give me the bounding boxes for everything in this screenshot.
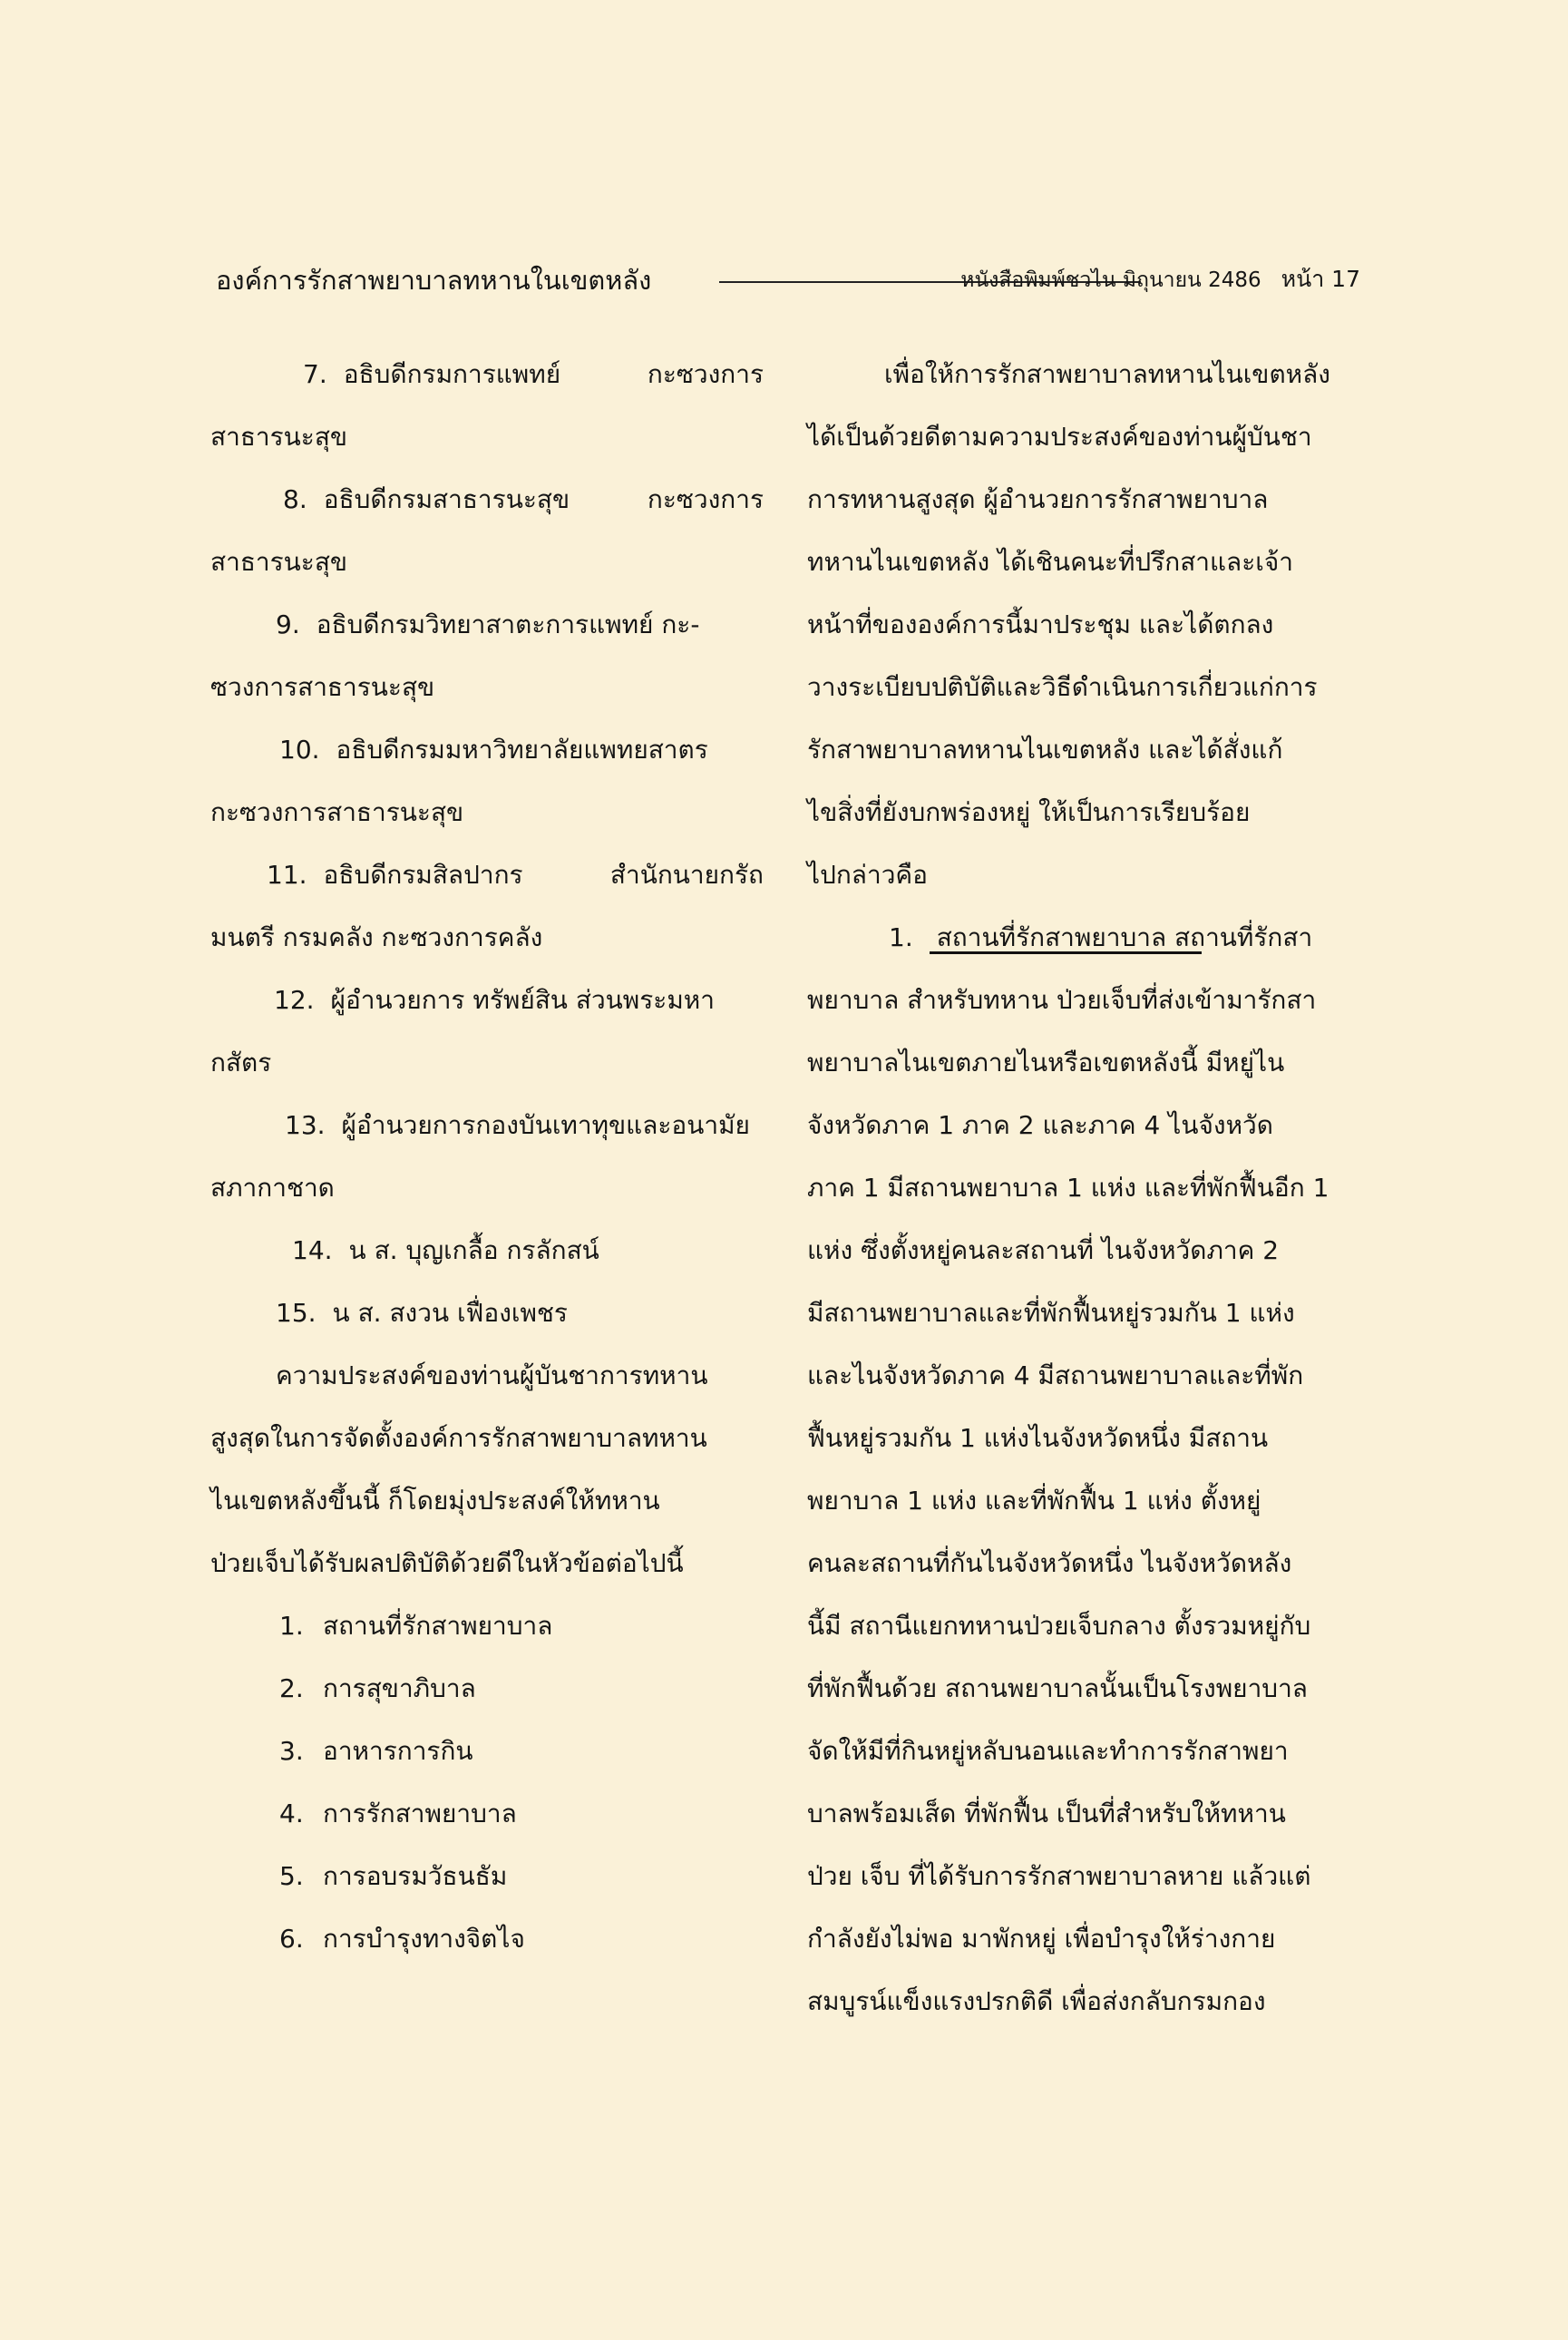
- section-line: พยาบาล สำหรับทหาน ป่วยเจ็บที่ส่งเข้ามารักสา: [807, 985, 1317, 1015]
- member-entry: [210, 1094, 764, 1156]
- member-line: [210, 718, 764, 781]
- topic-number: 4.: [279, 1799, 304, 1828]
- member-line: [210, 593, 764, 656]
- section-line: ฟื้นหยู่รวมกัน 1 แห่งไนจังหวัดหนึ่ง มีสถาน: [807, 1423, 1269, 1453]
- intro-line: ทหานไนเขตหลัง ได้เชินคนะที่ปรึกสาและเจ้า: [807, 547, 1293, 577]
- section-line: นี้มี สถานีแยกทหานป่วยเจ็บกลาง ตั้งรวมหยู่กับ: [807, 1611, 1311, 1641]
- member-line: [210, 843, 764, 906]
- member-number: 13.: [285, 1110, 326, 1140]
- member-continuation: กสัตร: [210, 1048, 272, 1077]
- member-continuation: กะซวงการสาธารนะสุข: [210, 797, 464, 827]
- topic-item: [210, 1720, 764, 1782]
- intro-line: เพื่อให้การรักสาพยาบาลทหานไนเขตหลัง: [884, 359, 1330, 389]
- member-entry: [210, 843, 764, 906]
- section-heading: [807, 906, 1359, 969]
- section-number: 1.: [889, 922, 913, 952]
- running-header: [216, 259, 1360, 305]
- member-number: 14.: [292, 1235, 333, 1265]
- running-title: องค์การรักสาพยาบาลทหานในเขตหลัง: [216, 265, 652, 296]
- publication-info: หนังสือพิมพ์ชวไน มิถุนายน 2486: [960, 268, 1261, 292]
- section-line: กำลังยังไม่พอ มาพักหยู่ เพื่อบำรุงให้ร่างกาย: [807, 1924, 1276, 1954]
- section-line: จังหวัดภาค 1 ภาค 2 และภาค 4 ไนจังหวัด: [807, 1110, 1273, 1140]
- member-entry: [210, 593, 764, 656]
- page-number: หน้า 17: [1281, 266, 1360, 292]
- member-line: [210, 343, 764, 405]
- member-continuation: สาธารนะสุข: [210, 547, 348, 577]
- member-number: 10.: [279, 735, 320, 765]
- topic-number: 6.: [279, 1924, 304, 1954]
- topic-item: [210, 1845, 764, 1907]
- member-continuation: สภากาชาด: [210, 1173, 335, 1203]
- member-title: ผู้อำนวยการกองบันเทาทุขและอนามัย: [341, 1110, 750, 1140]
- right-column: [807, 343, 1359, 2033]
- section-line: บาลพร้อมเส็ด ที่พักฟื้น เป็นที่สำหรับให้ทหาน: [807, 1799, 1286, 1828]
- section-line: สมบูรน์แข็งแรงปรกติดี เพื่อส่งกลับกรมกอง: [807, 1986, 1266, 2016]
- member-entry: [210, 1282, 764, 1344]
- topic-text: การสุขาภิบาล: [323, 1673, 476, 1703]
- topic-item: [210, 1907, 764, 1970]
- member-line: [210, 468, 764, 531]
- intro-line: การทหานสูงสุด ผู้อำนวยการรักสาพยาบาล: [807, 484, 1269, 514]
- section-line: ที่พักฟื้นด้วย สถานพยาบาลนั้นเป็นโรงพยาบาล: [807, 1673, 1308, 1703]
- intro-line: หน้าที่ขององค์การนี้มาประชุม และได้ตกลง: [807, 609, 1274, 639]
- member-entry: [210, 343, 764, 405]
- member-title: อธิบดีกรมวิทยาสาตะการแพทย์ กะ-: [316, 609, 700, 639]
- section-line: พยาบาล 1 แห่ง และที่พักฟื้น 1 แห่ง ตั้งหยู่: [807, 1486, 1261, 1516]
- intro-line: ได้เป็นด้วยดีตามความประสงค์ของท่านผู้บันชา: [807, 422, 1312, 452]
- section-line: แห่ง ซึ่งตั้งหยู่คนละสถานที่ ไนจังหวัดภาค 2: [807, 1235, 1280, 1265]
- topic-item: [210, 1782, 764, 1845]
- member-number: 8.: [283, 484, 307, 514]
- member-continuation: สาธารนะสุข: [210, 422, 348, 452]
- member-title: น ส. สงวน เฟื่องเพชร: [332, 1298, 568, 1328]
- topic-number: 2.: [279, 1673, 304, 1703]
- topic-number: 3.: [279, 1736, 304, 1766]
- topic-text: การอบรมวัธนธัม: [323, 1861, 508, 1891]
- purpose-line: ความประสงค์ของท่านผู้บันชาการทหาน: [276, 1360, 708, 1390]
- section-line: คนละสถานที่กันไนจังหวัดหนึ่ง ไนจังหวัดหลัง: [807, 1548, 1292, 1578]
- member-title: อธิบดีกรมการแพทย์: [343, 359, 561, 389]
- member-title-tail: สำนักนายกรัถ: [609, 860, 764, 890]
- section-line: ภาค 1 มีสถานพยาบาล 1 แห่ง และที่พักฟื้นอีก 1: [807, 1173, 1329, 1203]
- member-entry: [210, 468, 764, 531]
- intro-line: วางระเบียบปติบัติและวิธีดำเนินการเกี่ยวแก่การ: [807, 672, 1318, 702]
- section-line: จัดให้มีที่กินหยู่หลับนอนและทำการรักสาพยา: [807, 1736, 1289, 1766]
- topic-text: สถานที่รักสาพยาบาล: [323, 1611, 553, 1641]
- member-title: อธิบดีกรมสิลปากร: [323, 860, 523, 890]
- member-number: 9.: [276, 609, 300, 639]
- topic-item: [210, 1657, 764, 1720]
- intro-line: ไปกล่าวคือ: [807, 860, 928, 890]
- member-entry: [210, 1219, 764, 1282]
- section-line: และไนจังหวัดภาค 4 มีสถานพยาบาลและที่พัก: [807, 1360, 1304, 1390]
- left-column: [210, 343, 764, 1970]
- member-line: [210, 1094, 764, 1156]
- intro-line: ไขสิ่งที่ยังบกพร่องหยู่ ให้เป็นการเรียบร้อย: [807, 797, 1251, 827]
- member-entry: [210, 718, 764, 781]
- member-title: ผู้อำนวยการ ทรัพย์สิน ส่วนพระมหา: [330, 985, 715, 1015]
- member-continuation: มนตรี กรมคลัง กะซวงการคลัง: [210, 922, 543, 952]
- member-number: 11.: [267, 860, 307, 890]
- purpose-line: ป่วยเจ็บได้รับผลปติบัติด้วยดีในหัวข้อต่อไปนี้: [210, 1548, 684, 1578]
- topic-text: การรักสาพยาบาล: [323, 1799, 517, 1828]
- member-entry: [210, 969, 764, 1031]
- intro-line: รักสาพยาบาลทหานไนเขตหลัง และได้สั่งแก้: [807, 735, 1283, 765]
- purpose-line: ไนเขตหลังขึ้นนี้ ก็โดยมุ่งประสงค์ให้ทหาน: [210, 1486, 660, 1516]
- section-line: มีสถานพยาบาลและที่พักฟื้นหยู่รวมกัน 1 แห่ง: [807, 1298, 1295, 1328]
- topic-text: อาหารการกิน: [323, 1736, 473, 1766]
- topic-text: การบำรุงทางจิตไจ: [323, 1924, 525, 1954]
- member-line: [210, 1282, 764, 1344]
- member-title: น ส. บุญเกลื้อ กรลักสน์: [348, 1235, 599, 1265]
- heading-underline: [930, 951, 1202, 954]
- member-number: 15.: [276, 1298, 317, 1328]
- section-line: พยาบาลไนเขตภายไนหรือเขตหลังนี้ มีหยู่ไน: [807, 1048, 1285, 1077]
- header-source: [960, 261, 1360, 297]
- member-line: [210, 1219, 764, 1282]
- member-number: 7.: [303, 359, 327, 389]
- member-title-tail: กะซวงการ: [647, 484, 764, 514]
- member-title: อธิบดีกรมมหาวิทยาลัยแพทยสาตร: [336, 735, 708, 765]
- section-title: สถานที่รักสาพยาบาล สถานที่รักสา: [936, 922, 1313, 952]
- topic-number: 5.: [279, 1861, 304, 1891]
- member-continuation: ซวงการสาธารนะสุข: [210, 672, 435, 702]
- member-title: อธิบดีกรมสาธารนะสุข: [323, 484, 570, 514]
- member-title-tail: กะซวงการ: [647, 359, 764, 389]
- member-number: 12.: [274, 985, 315, 1015]
- member-line: [210, 969, 764, 1031]
- section-line: ป่วย เจ็บ ที่ได้รับการรักสาพยาบาลหาย แล้วแต่: [807, 1861, 1311, 1891]
- topic-item: [210, 1594, 764, 1657]
- topic-number: 1.: [279, 1611, 304, 1641]
- purpose-line: สูงสุดในการจัดตั้งองค์การรักสาพยาบาลทหาน: [210, 1423, 707, 1453]
